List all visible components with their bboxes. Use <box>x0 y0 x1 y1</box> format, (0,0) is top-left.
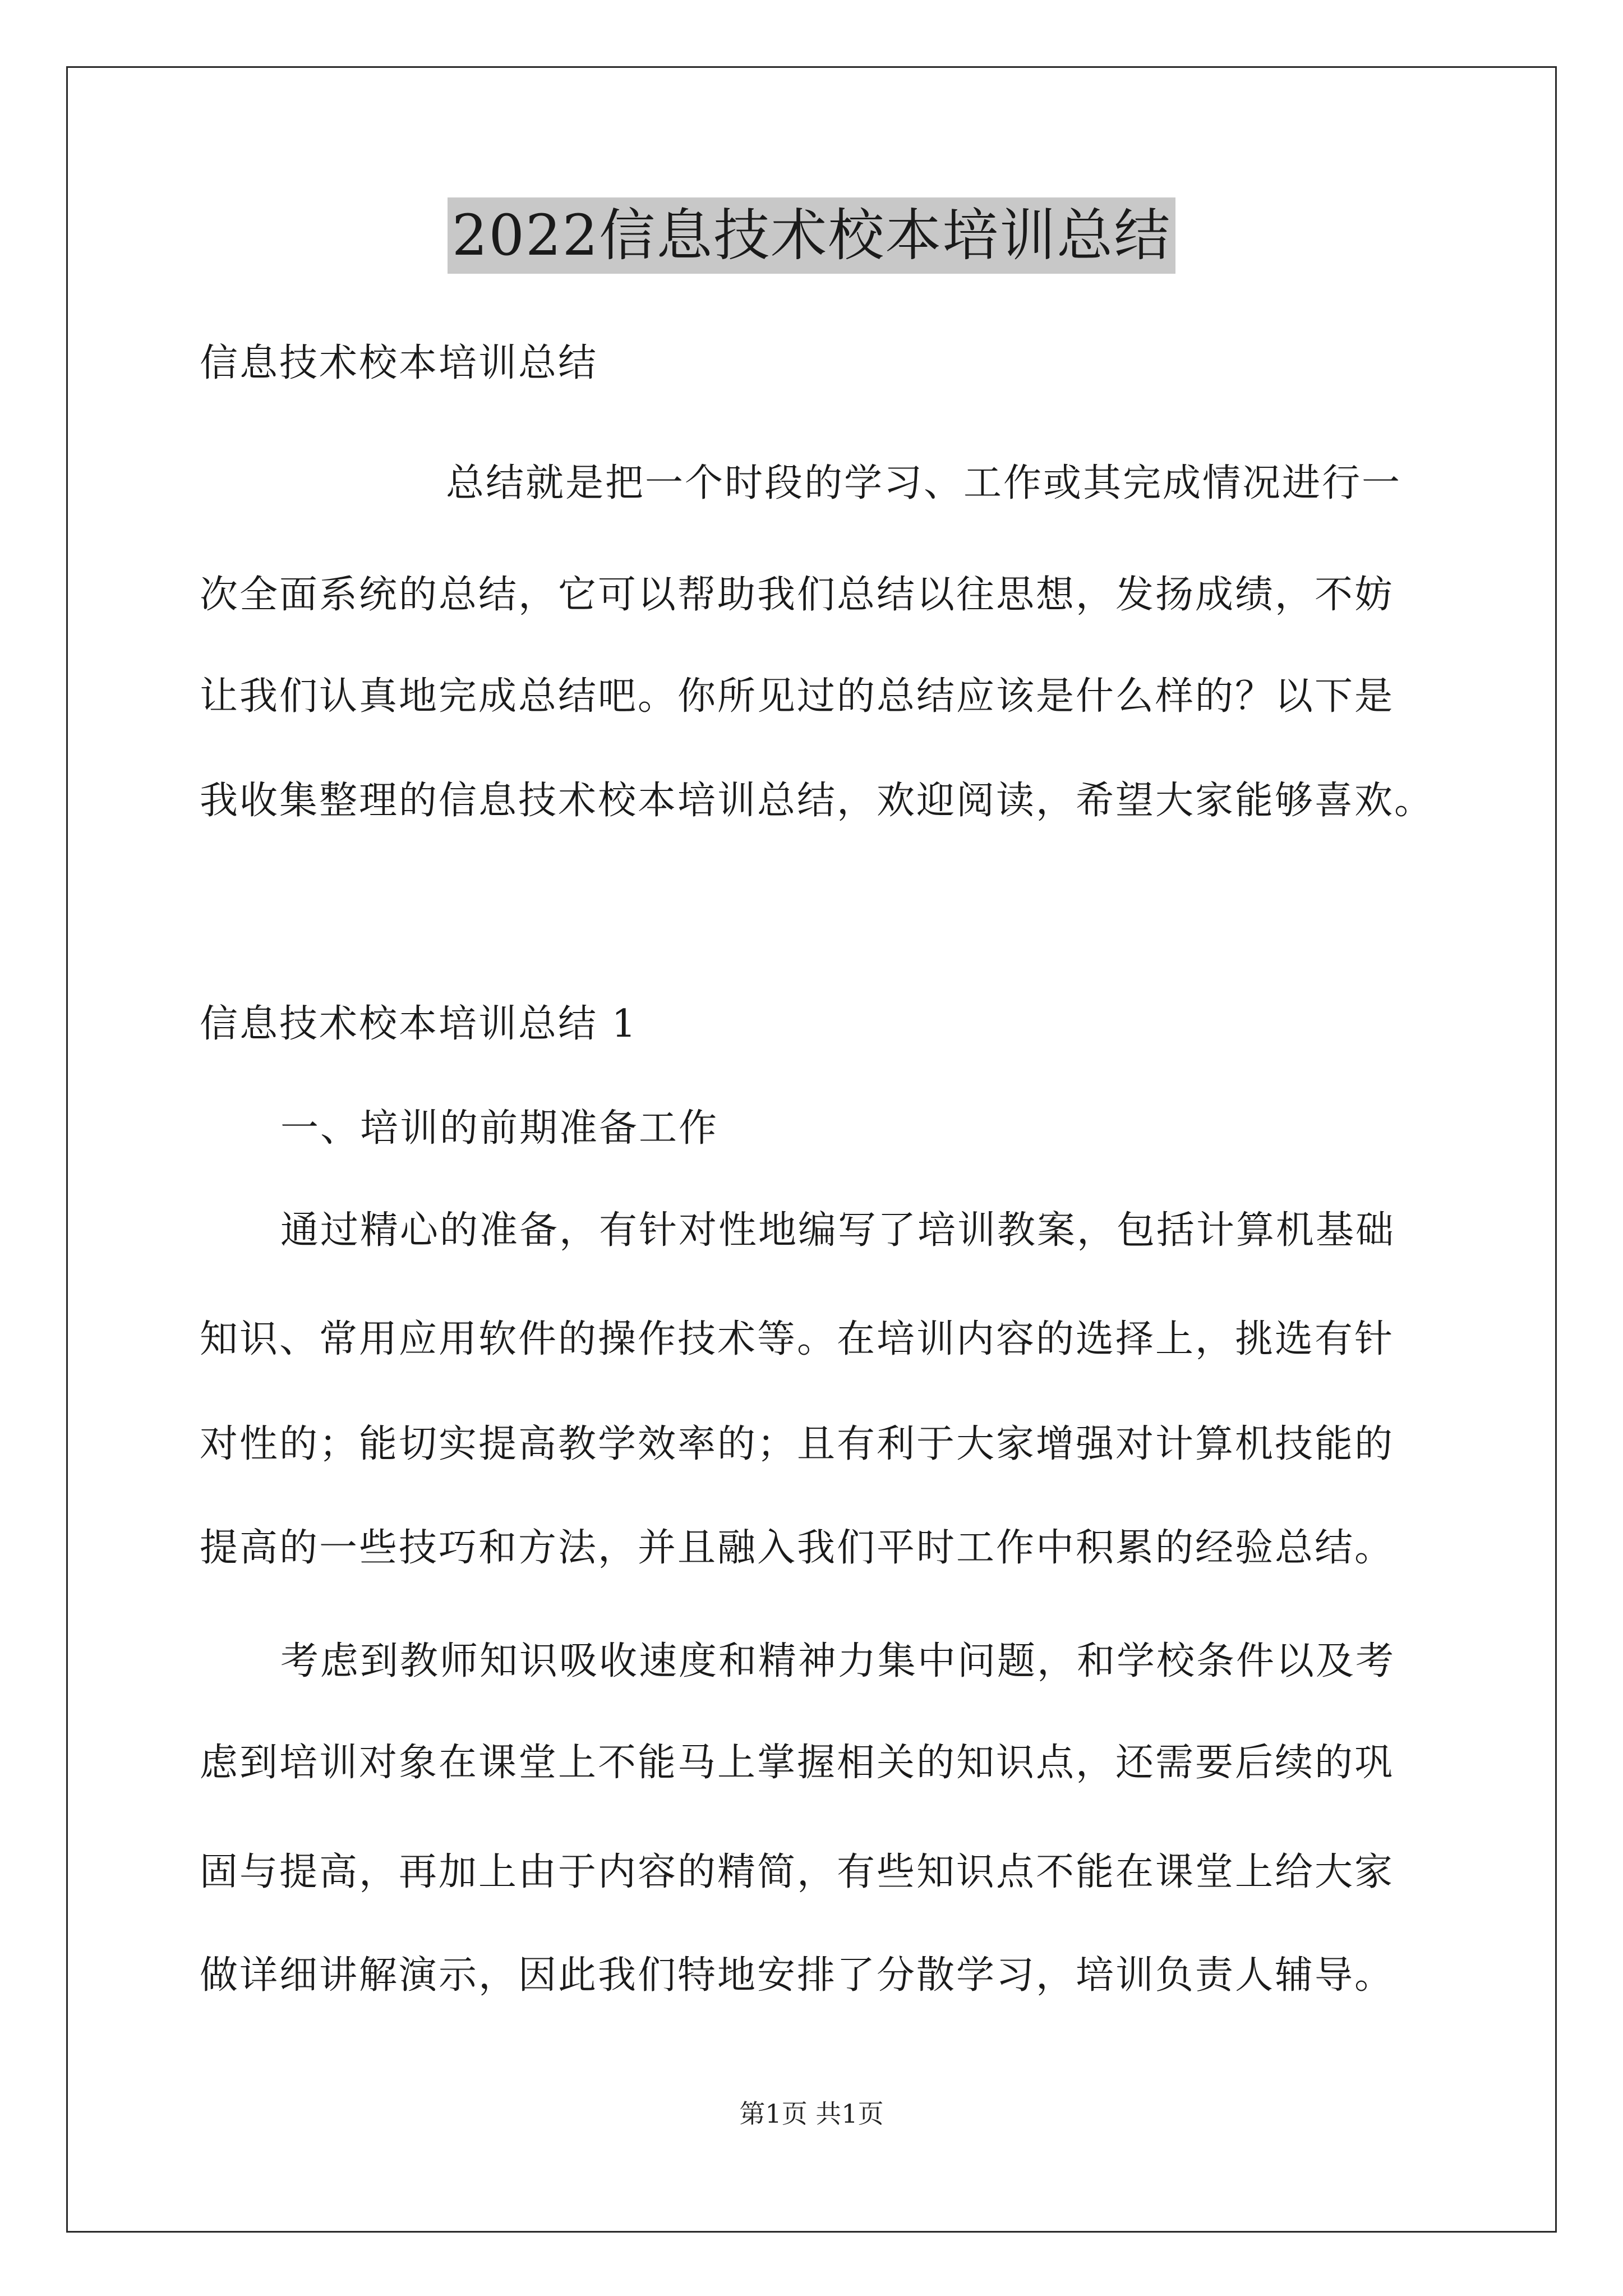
paragraph-line: 考虑到教师知识吸收速度和精神力集中问题，和学校条件以及考 <box>280 1639 1396 1683</box>
subheading: 一、培训的前期准备工作 <box>280 1106 719 1151</box>
intro-line: 总结就是把一个时段的学习、工作或其完成情况进行一 <box>446 461 1402 505</box>
paragraph-line: 固与提高，再加上由于内容的精简，有些知识点不能在课堂上给大家 <box>200 1850 1395 1894</box>
intro-line: 我收集整理的信息技术校本培训总结，欢迎阅读，希望大家能够喜欢。 <box>200 779 1435 823</box>
page-footer: 第1页 共1页 <box>739 2099 884 2129</box>
intro-line: 让我们认真地完成总结吧。你所见过的总结应该是什么样的？以下是 <box>200 674 1395 719</box>
paragraph-line: 虑到培训对象在课堂上不能马上掌握相关的知识点，还需要后续的巩 <box>200 1741 1395 1785</box>
title-container <box>0 197 1623 274</box>
paragraph-line: 对性的；能切实提高教学效率的；且有利于大家增强对计算机技能的 <box>200 1422 1395 1466</box>
intro-line: 次全面系统的总结，它可以帮助我们总结以往思想，发扬成绩，不妨 <box>200 573 1395 617</box>
paragraph-line: 通过精心的准备，有针对性地编写了培训教案，包括计算机基础 <box>280 1208 1396 1253</box>
paragraph-line: 做详细讲解演示，因此我们特地安排了分散学习，培训负责人辅导。 <box>200 1953 1395 1998</box>
section-heading: 信息技术校本培训总结 1 <box>200 1002 638 1046</box>
document-title: 2022信息技术校本培训总结 <box>448 197 1176 274</box>
paragraph-line: 知识、常用应用软件的操作技术等。在培训内容的选择上，挑选有针 <box>200 1317 1395 1361</box>
paragraph-line: 提高的一些技巧和方法，并且融入我们平时工作中积累的经验总结。 <box>200 1526 1395 1570</box>
document-subtitle: 信息技术校本培训总结 <box>200 341 598 385</box>
